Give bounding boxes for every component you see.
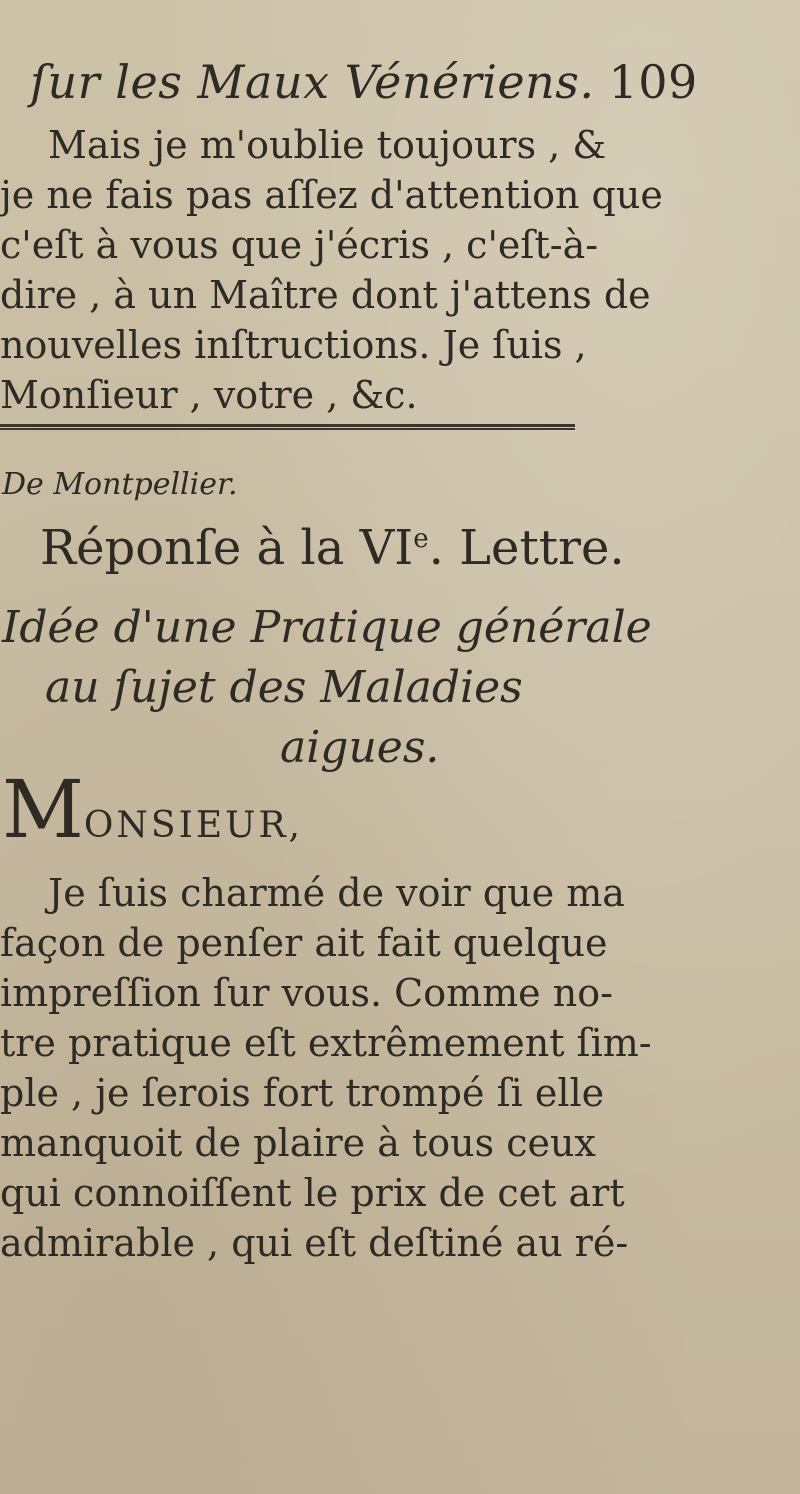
- text-line: manquoit de plaire à tous ceux: [0, 1121, 596, 1165]
- subheading-line: Idée d'une Pratique générale: [2, 602, 652, 653]
- text-line: qui connoiſſent le prix de cet art: [0, 1171, 625, 1215]
- paragraph-closing: [0, 120, 800, 420]
- section-divider: [0, 424, 575, 430]
- text-line: Mais je m'oublie toujours , &: [48, 123, 607, 167]
- text-line: nouvelles inſtructions. Je ſuis ,: [0, 323, 587, 367]
- salutation: [2, 763, 303, 856]
- drop-cap: M: [2, 763, 84, 856]
- subheading-line: au ſujet des Maladies: [45, 662, 523, 713]
- text-line: impreſſion ſur vous. Comme no-: [0, 971, 613, 1015]
- running-head: [30, 55, 770, 109]
- paragraph-body: [0, 868, 800, 1268]
- running-head-title: ſur les Maux Vénériens.: [30, 55, 595, 109]
- text-line: Je ſuis charmé de voir que ma: [48, 871, 625, 915]
- text-line: admirable , qui eſt deſtiné au ré-: [0, 1221, 629, 1265]
- heading-text: Réponſe à la VI: [40, 520, 414, 576]
- heading-suffix: . Lettre.: [428, 520, 625, 576]
- dateline: De Montpellier.: [2, 467, 238, 502]
- text-line: je ne fais pas aſſez d'attention que: [0, 173, 663, 217]
- heading-superscript: e: [413, 524, 429, 554]
- page-number: 109: [608, 55, 698, 109]
- subheading-line: aigues.: [280, 722, 440, 773]
- text-line: Monſieur , votre , &c.: [0, 373, 418, 417]
- letter-heading: [40, 520, 625, 576]
- text-line: ple , je ſerois fort trompé ſi elle: [0, 1071, 605, 1115]
- text-line: tre pratique eſt extrêmement ſim-: [0, 1021, 652, 1065]
- salutation-rest: ONSIEUR,: [83, 805, 303, 846]
- text-line: c'eſt à vous que j'écris , c'eſt-à-: [0, 223, 599, 267]
- text-line: façon de penſer ait fait quelque: [0, 921, 608, 965]
- text-line: dire , à un Maître dont j'attens de: [0, 273, 651, 317]
